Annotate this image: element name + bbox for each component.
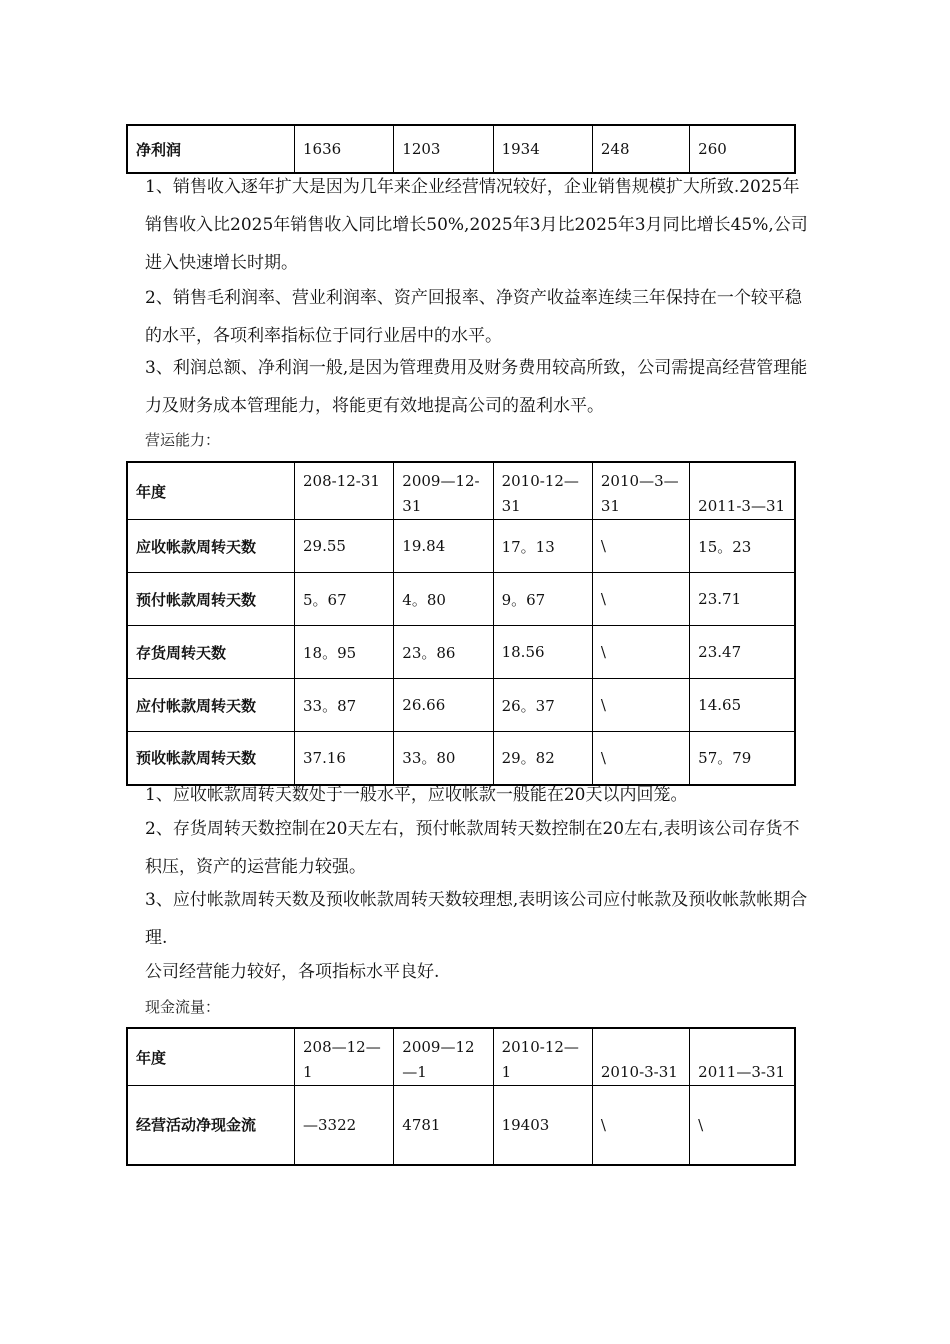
- operating-note-1: 1、应收帐款周转天数处于一般水平，应收帐款一般能在20天以内回笼。: [145, 785, 688, 805]
- cell: \: [690, 1086, 795, 1165]
- header-cell: 2010—3—31: [592, 462, 689, 520]
- cell: \: [592, 1086, 689, 1165]
- header-cell: 2011-3—31: [690, 462, 795, 520]
- section-heading-operating: 营运能力：: [145, 431, 221, 449]
- cell: 33。80: [394, 732, 493, 785]
- header-cell: 2010-12—31: [493, 462, 592, 520]
- cell: 26.66: [394, 679, 493, 732]
- table-row: [127, 679, 795, 732]
- row-label: 预付帐款周转天数: [127, 573, 295, 626]
- table-row: [127, 520, 795, 573]
- header-cell: 2009—12-31: [394, 462, 493, 520]
- cell: 4781: [394, 1086, 493, 1165]
- operating-note-2: 2、存货周转天数控制在20天左右，预付帐款周转天数控制在20左右,表明该公司存货不积压，资产的运营能力较强。: [145, 819, 800, 877]
- table-row: [127, 1086, 795, 1165]
- cell: 26。37: [493, 679, 592, 732]
- cell: 18.56: [493, 626, 592, 679]
- cell: 1934: [493, 125, 592, 173]
- cell: 5。67: [295, 573, 394, 626]
- cell: 248: [592, 125, 689, 173]
- table-row: [127, 626, 795, 679]
- cell: \: [592, 626, 689, 679]
- row-label: 应付帐款周转天数: [127, 679, 295, 732]
- cell: \: [592, 679, 689, 732]
- cell: 18。95: [295, 626, 394, 679]
- row-label: 经营活动净现金流: [127, 1086, 295, 1165]
- cell: 19403: [493, 1086, 592, 1165]
- operating-table: [126, 461, 796, 786]
- cell: 1203: [394, 125, 493, 173]
- row-label: 存货周转天数: [127, 626, 295, 679]
- table-row: [127, 125, 795, 173]
- header-label: 年度: [127, 1028, 295, 1086]
- row-label: 净利润: [127, 125, 295, 173]
- operating-note-3: 3、应付帐款周转天数及预收帐款周转天数较理想,表明该公司应付帐款及预收帐款帐期合理.: [145, 890, 808, 948]
- cell: 260: [690, 125, 795, 173]
- cell: 23。86: [394, 626, 493, 679]
- cell: 29。82: [493, 732, 592, 785]
- operating-summary: 公司经营能力较好，各项指标水平良好.: [145, 962, 440, 982]
- header-cell: 2010-12—1: [493, 1028, 592, 1086]
- cell: \: [592, 520, 689, 573]
- row-label: 应收帐款周转天数: [127, 520, 295, 573]
- cell: 17。13: [493, 520, 592, 573]
- profit-note-3: 3、利润总额、净利润一般,是因为管理费用及财务费用较高所致，公司需提高经营管理能力及财务成本管理能力，将能更有效地提高公司的盈利水平。: [145, 358, 808, 416]
- cell: 4。80: [394, 573, 493, 626]
- cell: 37.16: [295, 732, 394, 785]
- cell: 15。23: [690, 520, 795, 573]
- table-header-row: [127, 462, 795, 520]
- cell: 29.55: [295, 520, 394, 573]
- profit-note-2: 2、销售毛利润率、营业利润率、资产回报率、净资产收益率连续三年保持在一个较平稳的水平，各项利率指标位于同行业居中的水平。: [145, 288, 802, 346]
- header-cell: 2009—12—1: [394, 1028, 493, 1086]
- cell: 1636: [295, 125, 394, 173]
- table-header-row: [127, 1028, 795, 1086]
- cell: 19.84: [394, 520, 493, 573]
- cell: 33。87: [295, 679, 394, 732]
- section-heading-cash: 现金流量：: [145, 998, 221, 1016]
- header-cell: 208—12—1: [295, 1028, 394, 1086]
- cell: 9。67: [493, 573, 592, 626]
- header-cell: 2010-3-31: [592, 1028, 689, 1086]
- cell: —3322: [295, 1086, 394, 1165]
- header-cell: 2011—3-31: [690, 1028, 795, 1086]
- profit-note-1: 1、销售收入逐年扩大是因为几年来企业经营情况较好，企业销售规模扩大所致.2025年销售收入比2025年销售收入同比增长50%,2025年3月比2025年3月同比增长45%,公司进入快速增长时期。: [145, 177, 808, 273]
- header-cell: 208-12-31: [295, 462, 394, 520]
- table-row: [127, 573, 795, 626]
- cash-flow-table: [126, 1027, 796, 1166]
- cell: \: [592, 573, 689, 626]
- cell: \: [592, 732, 689, 785]
- cell: 14.65: [690, 679, 795, 732]
- cell: 23.47: [690, 626, 795, 679]
- header-label: 年度: [127, 462, 295, 520]
- row-label: 预收帐款周转天数: [127, 732, 295, 785]
- net-profit-table: [126, 124, 796, 174]
- cell: 57。79: [690, 732, 795, 785]
- cell: 23.71: [690, 573, 795, 626]
